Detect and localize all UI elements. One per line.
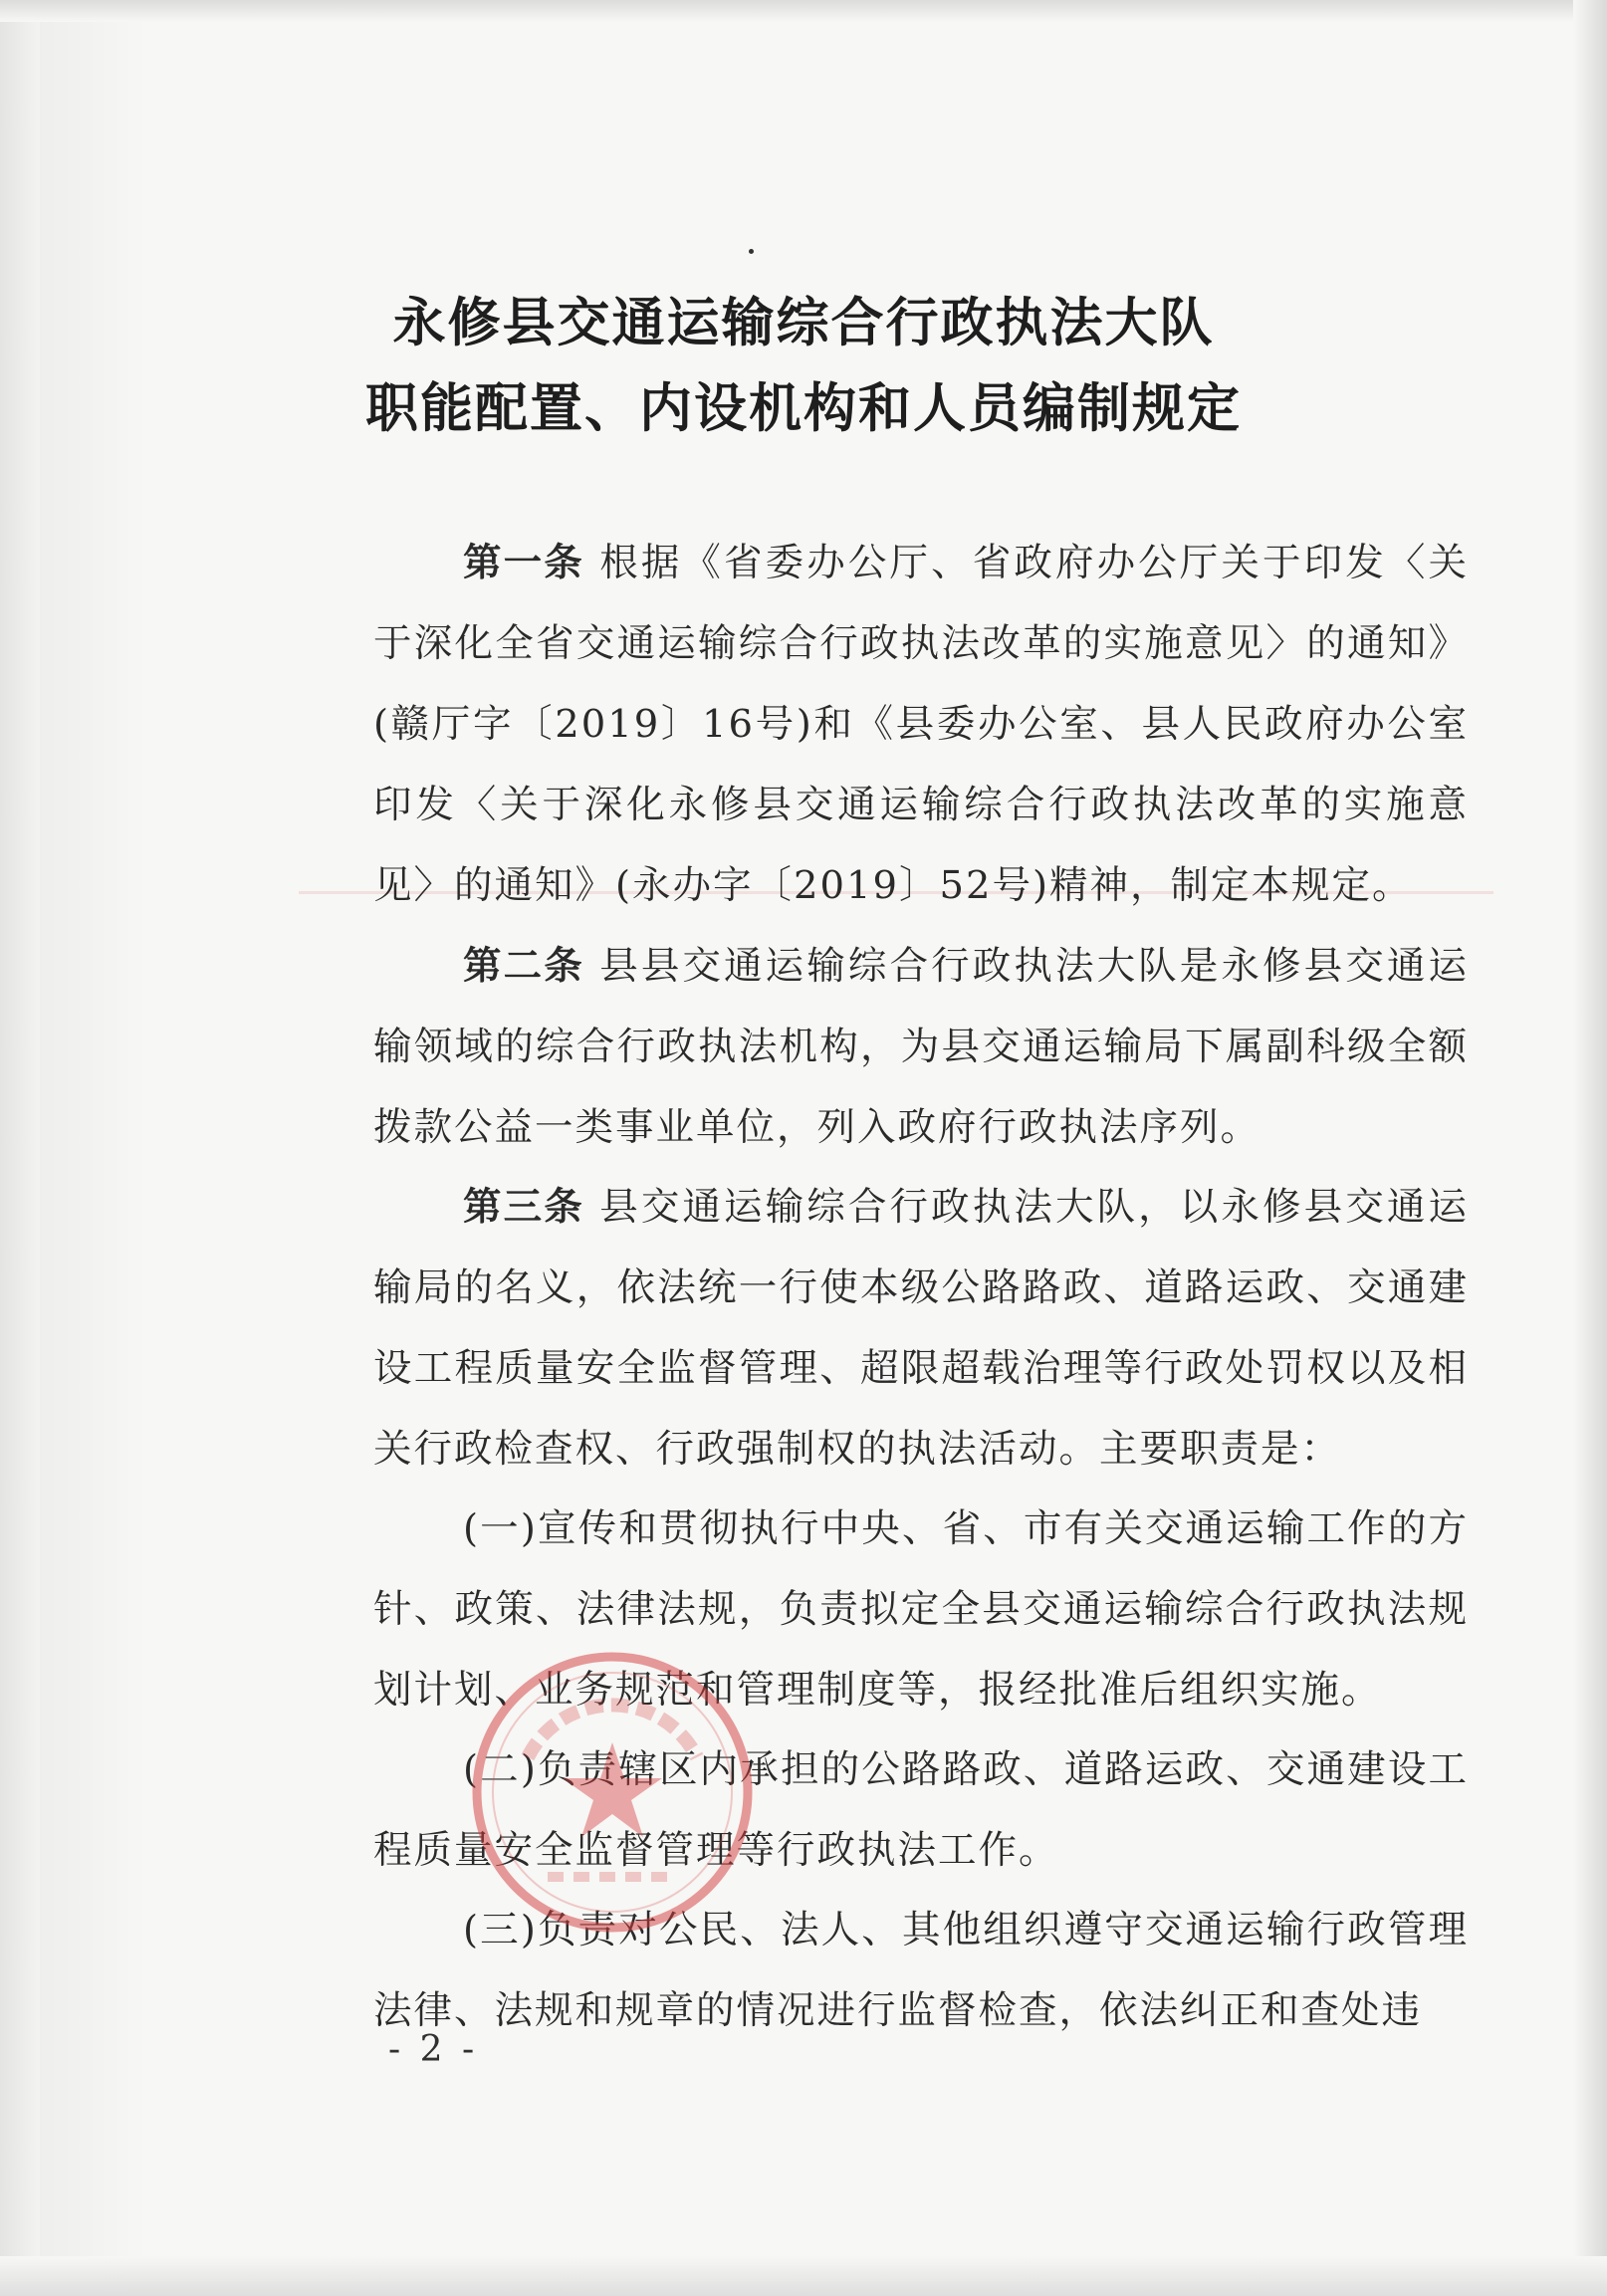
article-label: 第二条 bbox=[463, 944, 584, 989]
duty-text: (一)宣传和贯彻执行中央、省、市有关交通运输工作的方针、政策、法律法规，负责拟定全县交通运输综合行政执法规划计划、业务规范和管理制度等，报经批准后组织实施。 bbox=[373, 1506, 1469, 1713]
page-number: - 2 - bbox=[388, 2029, 479, 2070]
article-text: 县县交通运输综合行政执法大队是永修县交通运输领域的综合行政执法机构，为县交通运输局下属副科级全额拨款公益一类事业单位，列入政府行政执法序列。 bbox=[373, 944, 1469, 1150]
duty-text: (三)负责对公民、法人、其他组织遵守交通运输行政管理法律、法规和规章的情况进行监督检查，依法纠正和查处违 bbox=[373, 1908, 1469, 2033]
page-top-edge bbox=[0, 0, 1607, 22]
article-text: 根据《省委办公厅、省政府办公厅关于印发〈关于深化全省交通运输综合行政执法改革的实施意见〉的通知》(赣厅字〔2019〕16号)和《县委办公室、县人民政府办公室印发〈关于深化永修县交通运输综合行政执法改革的实施意见〉的通知》(永办字〔2019〕52号)精神，制定本规定。 bbox=[373, 541, 1469, 908]
document-title-line-2: 职能配置、内设机构和人员编制规定 bbox=[365, 377, 1242, 439]
article-2-paragraph bbox=[373, 926, 1469, 1168]
duty-text: (二)负责辖区内承担的公路路政、道路运政、交通建设工程质量安全监督管理等行政执法工作。 bbox=[373, 1747, 1469, 1873]
article-label: 第一条 bbox=[463, 541, 584, 585]
article-label: 第三条 bbox=[463, 1185, 584, 1230]
article-text: 县交通运输综合行政执法大队，以永修县交通运输局的名义，依法统一行使本级公路路政、道路运政、交通建设工程质量安全监督管理、超限超载治理等行政处罚权以及相关行政检查权、行政强制权的执法活动。主要职责是： bbox=[373, 1185, 1469, 1472]
article-1-paragraph bbox=[373, 523, 1469, 926]
page-bottom-edge bbox=[0, 2256, 1607, 2296]
official-seal-icon bbox=[468, 1648, 757, 1937]
document-title-line-1: 永修县交通运输综合行政执法大队 bbox=[392, 292, 1215, 353]
scan-speck bbox=[749, 249, 754, 254]
article-3-paragraph bbox=[373, 1167, 1469, 1490]
